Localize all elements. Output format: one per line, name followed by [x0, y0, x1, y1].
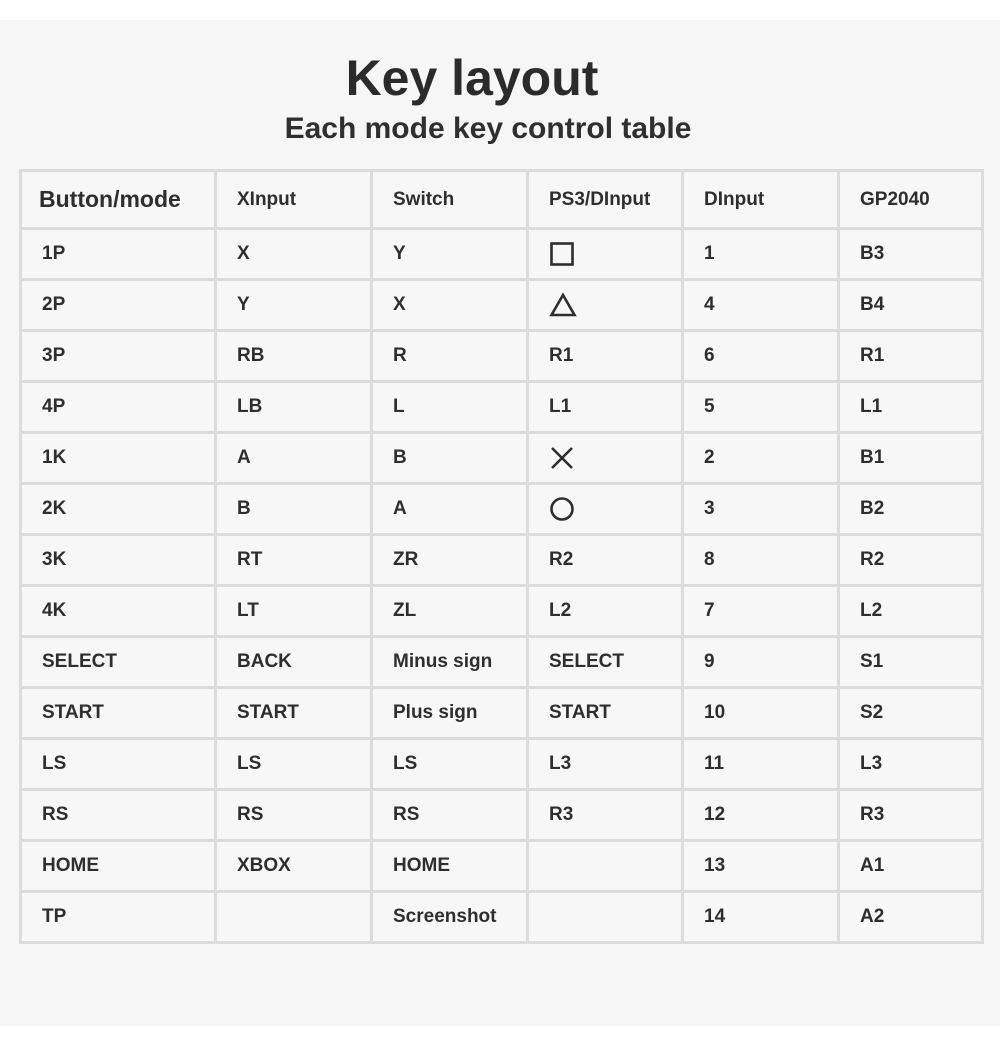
cell-switch: Plus sign — [372, 688, 528, 739]
cell-dinput: 11 — [683, 739, 839, 790]
cell-switch: LS — [372, 739, 528, 790]
cell-button: LS — [21, 739, 216, 790]
table-row — [21, 790, 983, 841]
cell-ps3 — [528, 484, 683, 535]
cell-gp2040: B3 — [839, 229, 983, 280]
cell-ps3 — [528, 433, 683, 484]
cell-xinput: X — [216, 229, 372, 280]
table-row — [21, 229, 983, 280]
cell-xinput: XBOX — [216, 841, 372, 892]
page-title: Key layout — [345, 50, 599, 106]
cell-button: 2K — [21, 484, 216, 535]
cell-xinput: RB — [216, 331, 372, 382]
cell-ps3: R1 — [528, 331, 683, 382]
cell-dinput: 9 — [683, 637, 839, 688]
cell-gp2040: B4 — [839, 280, 983, 331]
column-header: GP2040 — [839, 171, 983, 229]
table-header-row — [21, 171, 983, 229]
cell-switch: ZR — [372, 535, 528, 586]
cell-dinput: 3 — [683, 484, 839, 535]
cell-xinput — [216, 892, 372, 943]
table-body — [21, 229, 983, 943]
cell-button: START — [21, 688, 216, 739]
table-row — [21, 637, 983, 688]
cell-xinput: LB — [216, 382, 372, 433]
table-row — [21, 331, 983, 382]
circle-icon — [549, 496, 575, 522]
cell-gp2040: L3 — [839, 739, 983, 790]
cell-ps3 — [528, 280, 683, 331]
cell-dinput: 4 — [683, 280, 839, 331]
cell-xinput: B — [216, 484, 372, 535]
cell-switch: Y — [372, 229, 528, 280]
cell-dinput: 13 — [683, 841, 839, 892]
cell-switch: A — [372, 484, 528, 535]
page-subtitle: Each mode key control table — [284, 112, 692, 145]
cell-xinput: LT — [216, 586, 372, 637]
triangle-icon — [549, 292, 577, 318]
cell-dinput: 1 — [683, 229, 839, 280]
cell-gp2040: S2 — [839, 688, 983, 739]
cell-xinput: RT — [216, 535, 372, 586]
cell-switch: ZL — [372, 586, 528, 637]
cell-ps3: SELECT — [528, 637, 683, 688]
cell-button: 2P — [21, 280, 216, 331]
column-header: XInput — [216, 171, 372, 229]
cell-button: HOME — [21, 841, 216, 892]
cell-gp2040: B1 — [839, 433, 983, 484]
cell-button: RS — [21, 790, 216, 841]
cell-button: 4K — [21, 586, 216, 637]
cell-ps3 — [528, 229, 683, 280]
cell-xinput: LS — [216, 739, 372, 790]
table-row — [21, 739, 983, 790]
table-row — [21, 688, 983, 739]
cell-gp2040: B2 — [839, 484, 983, 535]
cell-ps3 — [528, 841, 683, 892]
square-icon — [549, 241, 575, 267]
cell-ps3 — [528, 892, 683, 943]
cell-dinput: 6 — [683, 331, 839, 382]
cell-dinput: 10 — [683, 688, 839, 739]
cell-ps3: L1 — [528, 382, 683, 433]
cell-xinput: START — [216, 688, 372, 739]
cell-gp2040: R3 — [839, 790, 983, 841]
table-row — [21, 892, 983, 943]
column-header: DInput — [683, 171, 839, 229]
cell-button: SELECT — [21, 637, 216, 688]
column-header: PS3/DInput — [528, 171, 683, 229]
cell-dinput: 7 — [683, 586, 839, 637]
cell-switch: L — [372, 382, 528, 433]
cell-button: 1K — [21, 433, 216, 484]
cell-gp2040: A1 — [839, 841, 983, 892]
table-row — [21, 586, 983, 637]
cell-gp2040: R1 — [839, 331, 983, 382]
cell-button: 4P — [21, 382, 216, 433]
cell-switch: Screenshot — [372, 892, 528, 943]
column-header: Button/mode — [21, 171, 216, 229]
cell-xinput: Y — [216, 280, 372, 331]
table-row — [21, 382, 983, 433]
cell-ps3: L2 — [528, 586, 683, 637]
cell-dinput: 12 — [683, 790, 839, 841]
cell-button: 1P — [21, 229, 216, 280]
cell-switch: Minus sign — [372, 637, 528, 688]
cell-ps3: L3 — [528, 739, 683, 790]
cell-ps3: R2 — [528, 535, 683, 586]
cell-switch: RS — [372, 790, 528, 841]
cell-button: TP — [21, 892, 216, 943]
column-header: Switch — [372, 171, 528, 229]
cell-dinput: 8 — [683, 535, 839, 586]
cell-gp2040: L1 — [839, 382, 983, 433]
cell-button: 3P — [21, 331, 216, 382]
cell-button: 3K — [21, 535, 216, 586]
cell-xinput: BACK — [216, 637, 372, 688]
table-row — [21, 841, 983, 892]
key-control-table — [19, 169, 984, 944]
cell-switch: B — [372, 433, 528, 484]
cell-ps3: R3 — [528, 790, 683, 841]
cell-gp2040: L2 — [839, 586, 983, 637]
table-row — [21, 280, 983, 331]
cell-xinput: RS — [216, 790, 372, 841]
cell-dinput: 2 — [683, 433, 839, 484]
cell-dinput: 14 — [683, 892, 839, 943]
cell-ps3: START — [528, 688, 683, 739]
cell-switch: HOME — [372, 841, 528, 892]
table-row — [21, 535, 983, 586]
cell-switch: X — [372, 280, 528, 331]
cell-gp2040: S1 — [839, 637, 983, 688]
cell-dinput: 5 — [683, 382, 839, 433]
table-row — [21, 433, 983, 484]
table-row — [21, 484, 983, 535]
cross-icon — [549, 445, 575, 471]
cell-gp2040: A2 — [839, 892, 983, 943]
cell-switch: R — [372, 331, 528, 382]
cell-gp2040: R2 — [839, 535, 983, 586]
cell-xinput: A — [216, 433, 372, 484]
